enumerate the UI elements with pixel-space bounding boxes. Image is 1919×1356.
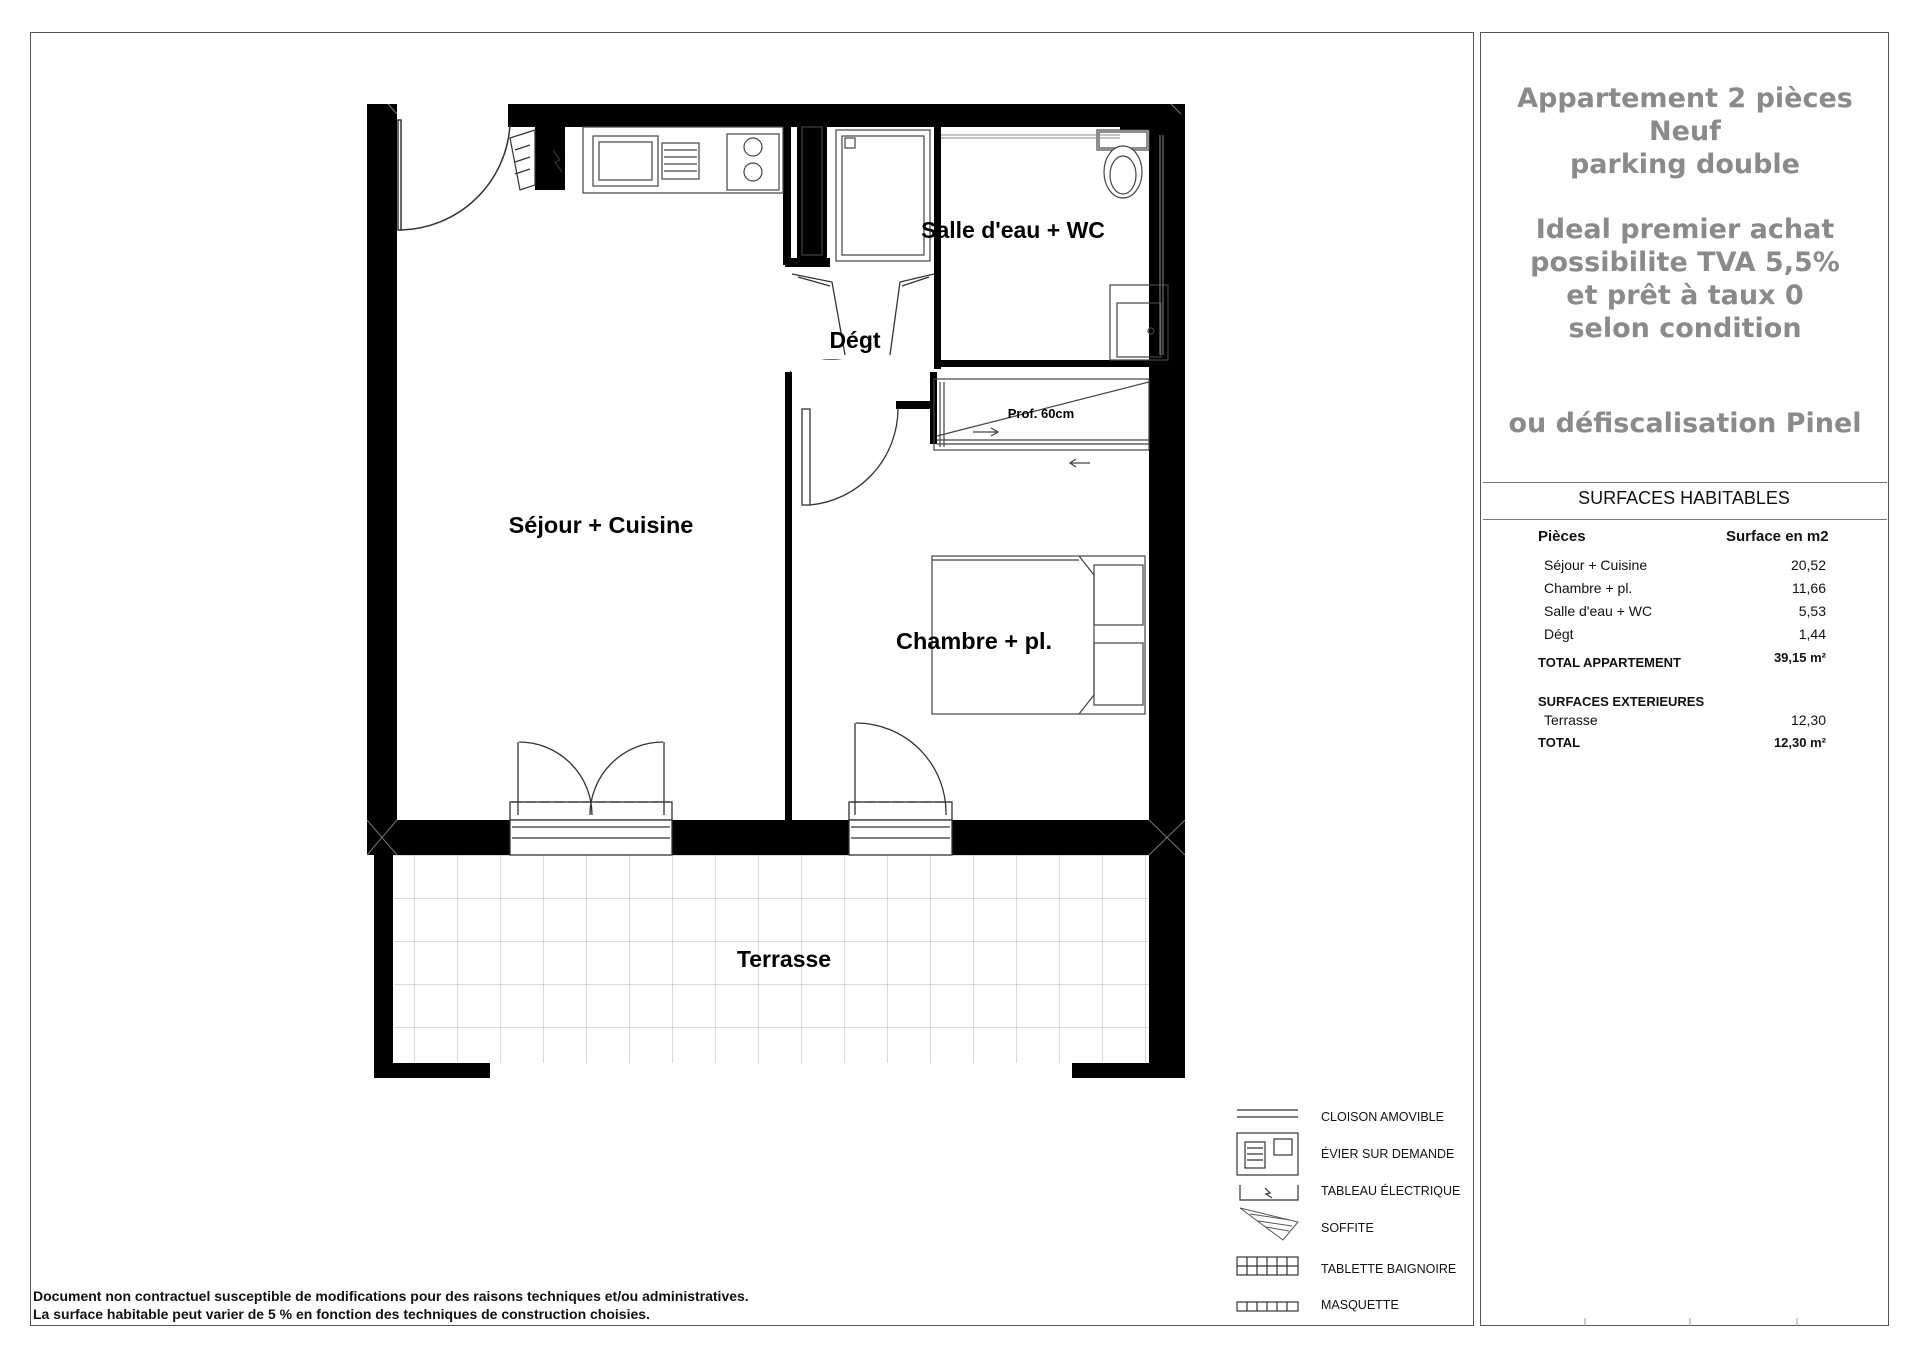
total-appartement-value: 39,15 m²	[1773, 650, 1826, 665]
surface-row-name: Chambre + pl.	[1544, 580, 1633, 596]
tablette-baignoire-icon	[1237, 1257, 1298, 1275]
surface-row-value: 11,66	[1792, 580, 1826, 596]
ext-total-label: TOTAL	[1538, 735, 1581, 750]
cloison-amovible-icon	[1237, 1110, 1298, 1117]
placard-depth-note: Prof. 60cm	[1007, 406, 1075, 421]
total-appartement-label: TOTAL APPARTEMENT	[1538, 655, 1681, 670]
surfaces-title: SURFACES HABITABLES	[1578, 488, 1790, 508]
masquette-icon	[1237, 1302, 1298, 1311]
surfaces-exterieures-title: SURFACES EXTERIEURES	[1538, 694, 1705, 709]
sejour-window-door	[510, 742, 672, 855]
promo-line: possibilite TVA 5,5%	[1530, 247, 1840, 278]
room-label-salle-eau: Salle d'eau + WC	[921, 217, 1105, 243]
tableau-electrique-icon	[1240, 1185, 1298, 1200]
surfaces-top-rule	[1483, 482, 1887, 483]
degt-opening	[791, 360, 934, 372]
promo-line: Appartement 2 pièces	[1517, 83, 1853, 114]
promo-line: ou défiscalisation Pinel	[1508, 408, 1862, 439]
surfaces-bottom-rule	[1483, 519, 1887, 520]
disclaimer-line: La surface habitable peut varier de 5 % en fonction des techniques de construction choisies.	[33, 1306, 650, 1322]
chambre-door	[802, 408, 898, 505]
degt-doors	[790, 274, 934, 372]
frame-ticks	[1585, 1318, 1797, 1326]
promo-line: Ideal premier achat	[1535, 214, 1835, 245]
legend-label-evier: ÉVIER SUR DEMANDE	[1321, 1147, 1455, 1161]
toilet	[1097, 130, 1149, 198]
promo-line: Neuf	[1649, 116, 1721, 147]
promo-line: selon condition	[1568, 313, 1802, 344]
entry-door-opening	[397, 104, 508, 114]
room-label-sejour: Séjour + Cuisine	[508, 512, 694, 538]
evier-icon	[1237, 1133, 1298, 1175]
legend-label-masquette: MASQUETTE	[1321, 1298, 1399, 1312]
promo-line: et prêt à taux 0	[1566, 280, 1804, 311]
room-label-chambre: Chambre + pl.	[895, 628, 1053, 654]
surface-row-value: 20,52	[1790, 557, 1826, 573]
chambre-window-door	[849, 723, 952, 855]
disclaimer	[33, 1287, 749, 1323]
soffite-icon	[1240, 1208, 1298, 1240]
legend-label-tableau: TABLEAU ÉLECTRIQUE	[1321, 1184, 1461, 1198]
legend-label-cloison: CLOISON AMOVIBLE	[1321, 1110, 1444, 1124]
room-label-terrasse: Terrasse	[736, 946, 832, 972]
wardrobe	[934, 379, 1149, 467]
surface-row-value: 5,53	[1798, 603, 1826, 619]
ext-row-value: 12,30	[1790, 712, 1826, 728]
kitchen-counter	[583, 127, 783, 193]
surface-row-value: 1,44	[1798, 626, 1826, 642]
promo-line: parking double	[1569, 149, 1800, 180]
ext-row-name: Terrasse	[1544, 712, 1598, 728]
disclaimer-line: Document non contractuel susceptible de modifications pour des raisons techniques et/ou administratives.	[33, 1288, 749, 1304]
surface-row-name: Séjour + Cuisine	[1544, 557, 1648, 573]
surface-row-name: Dégt	[1544, 626, 1574, 642]
legend-label-tablette: TABLETTE BAIGNOIRE	[1321, 1262, 1457, 1276]
col-header-area: Surface en m2	[1726, 528, 1829, 545]
room-label-degt: Dégt	[829, 327, 881, 353]
promo-block	[1480, 82, 1890, 440]
col-header-rooms: Pièces	[1538, 528, 1586, 545]
ext-total-value: 12,30 m²	[1773, 735, 1826, 750]
surface-row-name: Salle d'eau + WC	[1544, 603, 1653, 619]
legend-label-soffite: SOFFITE	[1321, 1221, 1374, 1235]
entry-door	[398, 120, 510, 230]
